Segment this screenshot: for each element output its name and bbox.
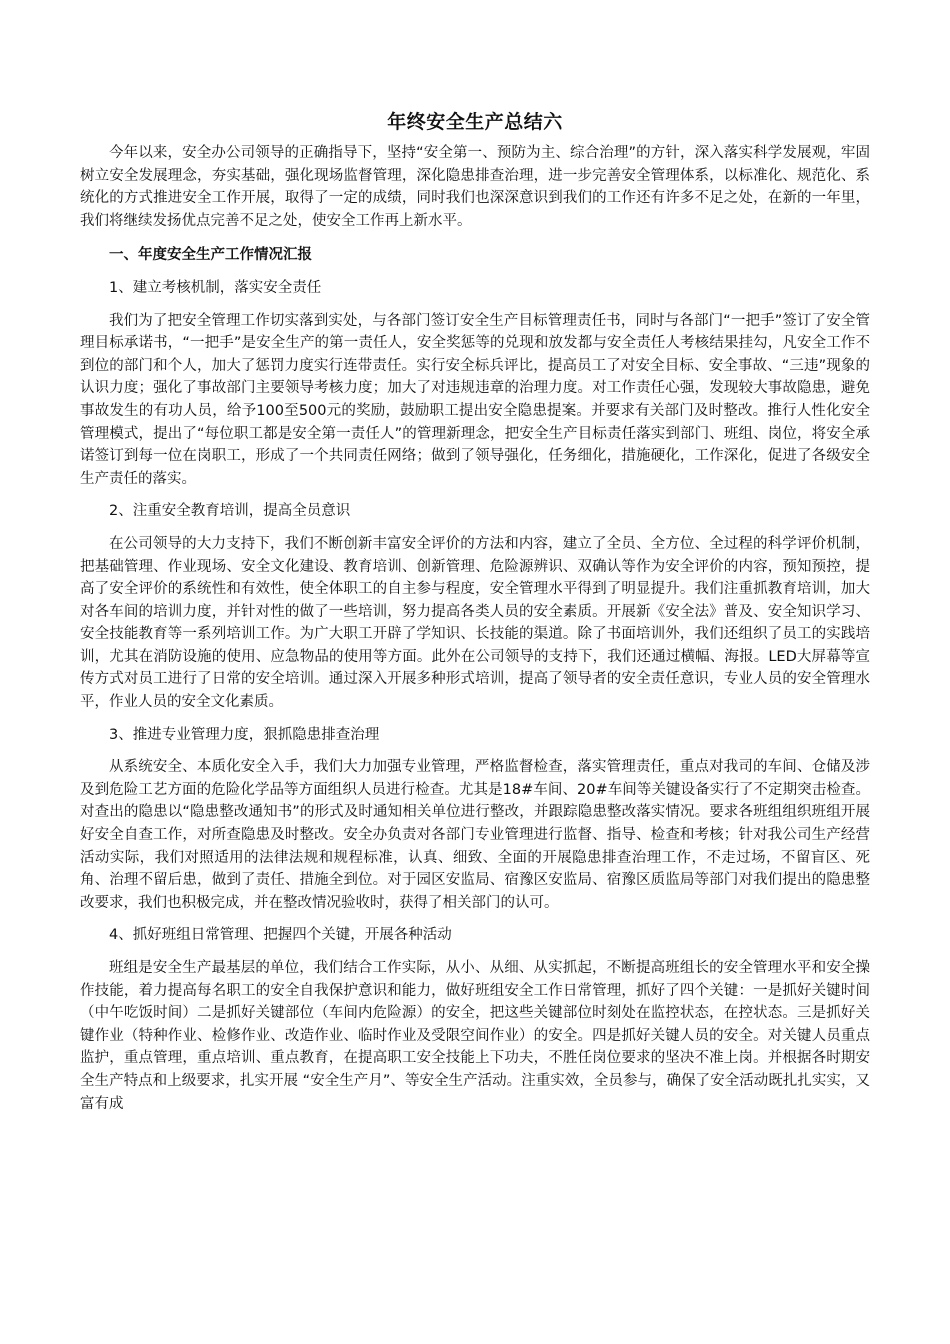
intro-paragraph: 今年以来，安全办公司领导的正确指导下，坚持“安全第一、预防为主、综合治理”的方针，深入落实科学发展观，牢固树立安全发展理念，夯实基础，强化现场监督管理，深化隐患排查治理，进一步完善安全管理体系，以标准化、规范化、系统化的方式推进安全工作开展，取得了一定的成绩，同时我们也深深意识到我们的工作还有许多不足之处，在新的一年里，我们将继续发扬优点完善不足之处，使安全工作再上新水平。: [80, 145, 870, 229]
document-page: [80, 108, 870, 1115]
document-title: 年终安全生产总结六: [387, 111, 563, 133]
item-heading-4: 4、抓好班组日常管理、把握四个关键，开展各种活动: [109, 927, 452, 944]
item-body-2: 在公司领导的大力支持下，我们不断创新丰富安全评价的方法和内容，建立了全员、全方位、全过程的科学评价机制，把基础管理、作业现场、安全文化建设、教育培训、创新管理、危险源辨识、双确认等作为安全评价的内容，预知预控，提高了安全评价的系统性和有效性，使全体职工的自主参与程度，安全管理水平得到了明显提升。我们注重抓教育培训，加大对各车间的培训力度，并针对性的做了一些培训，努力提高各类人员的安全素质。开展新《安全法》普及、安全知识学习、安全技能教育等一系列培训工作。为广大职工开辟了学知识、长技能的渠道。除了书面培训外，我们还组织了员工的实践培训，尤其在消防设施的使用、应急物品的使用等方面。此外在公司领导的支持下，我们还通过横幅、海报。LED大屏幕等宣传方式对员工进行了日常的安全培训。通过深入开展多种形式培训，提高了领导者的安全责任意识，专业人员的安全管理水平，作业人员的安全文化素质。: [80, 535, 870, 711]
item-body-4: 班组是安全生产最基层的单位，我们结合工作实际，从小、从细、从实抓起，不断提高班组长的安全管理水平和安全操作技能，着力提高每名职工的安全自我保护意识和能力，做好班组安全工作日常管理，抓好了四个关键：一是抓好关键时间（中午吃饭时间）二是抓好关键部位（车间内危险源）的安全，把这些关键部位时刻处在监控状态，在控状态。三是抓好关键作业（特种作业、检修作业、改造作业、临时作业及受限空间作业）的安全。四是抓好关键人员的安全。对关键人员重点监护，重点管理，重点培训、重点教育，在提高职工安全技能上下功夫，不胜任岗位要求的坚决不准上岗。并根据各时期安全生产特点和上级要求，扎实开展 “安全生产月”、等安全生产活动。注重实效，全员参与，确保了安全活动既扎扎实实，又富有成: [80, 960, 870, 1112]
item-body-3: 从系统安全、本质化安全入手，我们大力加强专业管理，严格监督检查，落实管理责任，重点对我司的车间、仓储及涉及到危险工艺方面的危险化学品等方面组织人员进行检查。尤其是18#车间、20#车间等关键设备实行了不定期突击检查。对查出的隐患以“隐患整改通知书”的形式及时通知相关单位进行整改，并跟踪隐患整改落实情况。要求各班组组织班组开展好安全自查工作，对所查隐患及时整改。安全办负责对各部门专业管理进行监督、指导、检查和考核；针对我公司生产经营活动实际，我们对照适用的法律法规和规程标准，认真、细致、全面的开展隐患排查治理工作，不走过场，不留盲区、死角、治理不留后患，做到了责任、措施全到位。对于园区安监局、宿豫区安监局、宿豫区质监局等部门对我们提出的隐患整改要求，我们也积极完成，并在整改情况验收时，获得了相关部门的认可。: [80, 759, 870, 911]
item-heading-1: 1、建立考核机制，落实安全责任: [109, 279, 322, 296]
item-heading-2: 2、注重安全教育培训，提高全员意识: [109, 503, 351, 520]
section-heading: 一、年度安全生产工作情况汇报: [109, 247, 312, 264]
item-body-1: 我们为了把安全管理工作切实落到实处，与各部门签订安全生产目标管理责任书，同时与各部门“一把手”签订了安全管理目标承诺书，“一把手”是安全生产的第一责任人，安全奖惩等的兑现和放发都与安全责任人考核结果挂勾，凡安全工作不到位的部门和个人，加大了惩罚力度实行连带责任。实行安全标兵评比，提高员工了对安全目标、安全事故、“三违”现象的认识力度；强化了事故部门主要领导考核力度；加大了对违规违章的治理力度。对工作责任心强，发现较大事故隐患，避免事故发生的有功人员，给予100至500元的奖励，鼓励职工提出安全隐患提案。并要求有关部门及时整改。推行人性化安全管理模式，提出了“每位职工都是安全第一责任人”的管理新理念，把安全生产目标责任落实到部门、班组、岗位，将安全承诺签订到每一位在岗职工，形成了一个共同责任网络；做到了领导强化，任务细化，措施硬化，工作深化，促进了各级安全生产责任的落实。: [80, 312, 870, 487]
item-heading-3: 3、推进专业管理力度，狠抓隐患排查治理: [109, 726, 380, 743]
